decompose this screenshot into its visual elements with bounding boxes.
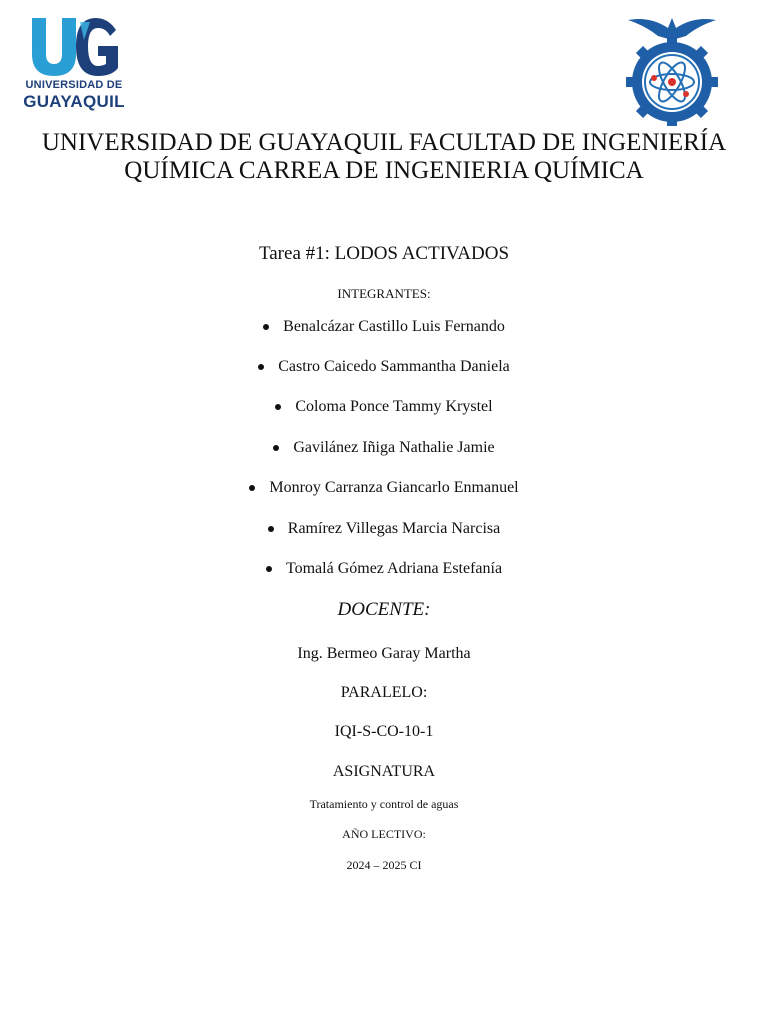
member-name: Gavilánez Iñiga Nathalie Jamie xyxy=(293,439,495,456)
university-logo xyxy=(22,16,126,112)
bullet-icon xyxy=(258,364,264,370)
member-name: Monroy Carranza Giancarlo Enmanuel xyxy=(269,479,519,496)
academic-year-value: 2024 – 2025 CI xyxy=(346,858,422,872)
member-list-item xyxy=(0,358,768,376)
faculty-seal xyxy=(626,14,718,126)
member-list-item xyxy=(0,439,768,457)
bullet-icon xyxy=(249,485,255,491)
member-name: Coloma Ponce Tammy Krystel xyxy=(295,398,493,415)
member-list-item xyxy=(0,520,768,538)
bullet-icon xyxy=(263,324,269,330)
faculty-seal-icon xyxy=(626,14,718,126)
bullet-icon xyxy=(266,566,272,572)
university-logo-line2: GUAYAQUIL xyxy=(23,92,125,111)
teacher-label: DOCENTE: xyxy=(337,599,431,620)
member-list-item xyxy=(0,560,768,578)
member-name: Ramírez Villegas Marcia Narcisa xyxy=(287,520,501,537)
teacher-name: Ing. Bermeo Garay Martha xyxy=(297,645,471,662)
subject-label: ASIGNATURA xyxy=(332,763,436,780)
bullet-icon xyxy=(275,404,281,410)
ug-logo-mark xyxy=(28,16,120,78)
section-label: PARALELO: xyxy=(340,684,428,701)
section-value: IQI-S-CO-10-1 xyxy=(334,723,434,740)
page-title: UNIVERSIDAD DE GUAYAQUIL FACULTAD DE INGENIERÍA QUÍMICA CARREA DE INGENIERIA QUÍMICA xyxy=(41,129,727,184)
bullet-icon xyxy=(268,526,274,532)
member-name: Tomalá Gómez Adriana Estefanía xyxy=(285,560,503,577)
university-logo-line1: UNIVERSIDAD DE xyxy=(25,79,123,91)
member-list-item xyxy=(0,318,768,336)
bullet-icon xyxy=(273,445,279,451)
academic-year-label: AÑO LECTIVO: xyxy=(342,827,426,841)
member-name: Benalcázar Castillo Luis Fernando xyxy=(283,318,505,335)
member-list-item xyxy=(0,398,768,416)
subject-value: Tratamiento y control de aguas xyxy=(309,797,459,811)
members-label: INTEGRANTES: xyxy=(337,286,431,301)
member-name: Castro Caicedo Sammantha Daniela xyxy=(278,358,510,375)
member-list-item xyxy=(0,479,768,497)
assignment-title: Tarea #1: LODOS ACTIVADOS xyxy=(258,243,510,264)
